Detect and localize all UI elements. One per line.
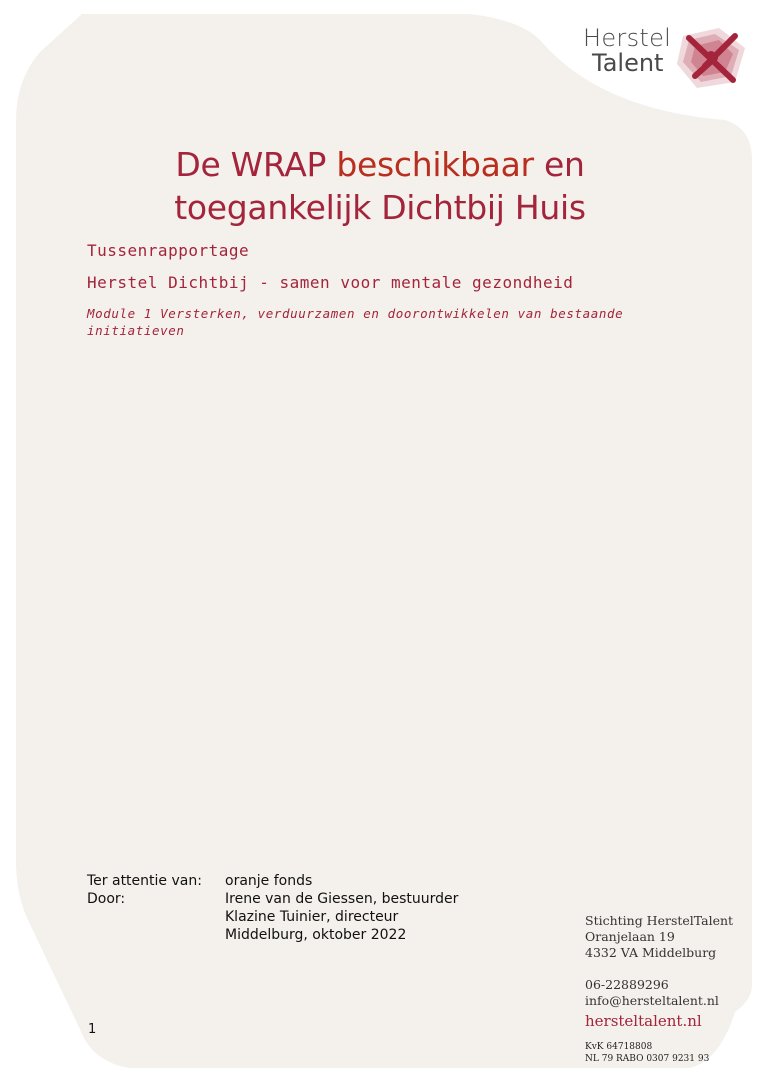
page-number: 1 xyxy=(88,1022,97,1037)
org-name: Stichting HerstelTalent xyxy=(585,913,734,928)
title-line2: toegankelijk Dichtbij Huis xyxy=(174,188,586,227)
report-type: Tussenrapportage xyxy=(87,241,250,260)
attention-value: Klazine Tuinier, directeur xyxy=(225,909,399,925)
title-accent: beschikbaar xyxy=(336,145,534,184)
attention-block xyxy=(87,872,458,944)
attention-row xyxy=(87,926,458,944)
attention-row xyxy=(87,908,458,926)
attention-label xyxy=(87,926,225,944)
email-address: info@hersteltalent.nl xyxy=(585,993,719,1008)
title-part2: en xyxy=(533,145,585,184)
website-link[interactable]: hersteltalent.nl xyxy=(585,1012,702,1030)
attention-label xyxy=(87,908,225,926)
address-city: 4332 VA Middelburg xyxy=(585,945,717,960)
phone-number: 06-22889296 xyxy=(585,977,669,992)
bank-account: NL 79 RABO 0307 9231 93 xyxy=(585,1054,710,1064)
attention-value: Middelburg, oktober 2022 xyxy=(225,927,407,943)
attention-value: Irene van de Giessen, bestuurder xyxy=(225,891,459,907)
attention-label: Door: xyxy=(87,891,126,907)
program-name: Herstel Dichtbij - samen voor mentale gezondheid xyxy=(87,273,574,292)
hersteltalent-logo xyxy=(583,26,753,96)
module-description: Module 1 Versterken, verduurzamen en doorontwikkelen van bestaande initiatieven xyxy=(87,306,624,338)
attention-row xyxy=(87,890,458,908)
logo-text xyxy=(583,26,671,76)
contact-block xyxy=(585,913,733,1065)
logo-line-talent: Talent xyxy=(592,49,664,77)
document-title xyxy=(80,143,680,229)
attention-value: oranje fonds xyxy=(225,873,313,889)
address-street: Oranjelaan 19 xyxy=(585,929,675,944)
title-part1: De WRAP xyxy=(175,145,337,184)
kvk-number: KvK 64718808 xyxy=(585,1042,653,1052)
attention-label: Ter attentie van: xyxy=(87,873,202,889)
logo-star-icon xyxy=(675,26,749,90)
logo-line-herstel: Herstel xyxy=(583,24,672,52)
attention-row xyxy=(87,872,458,890)
